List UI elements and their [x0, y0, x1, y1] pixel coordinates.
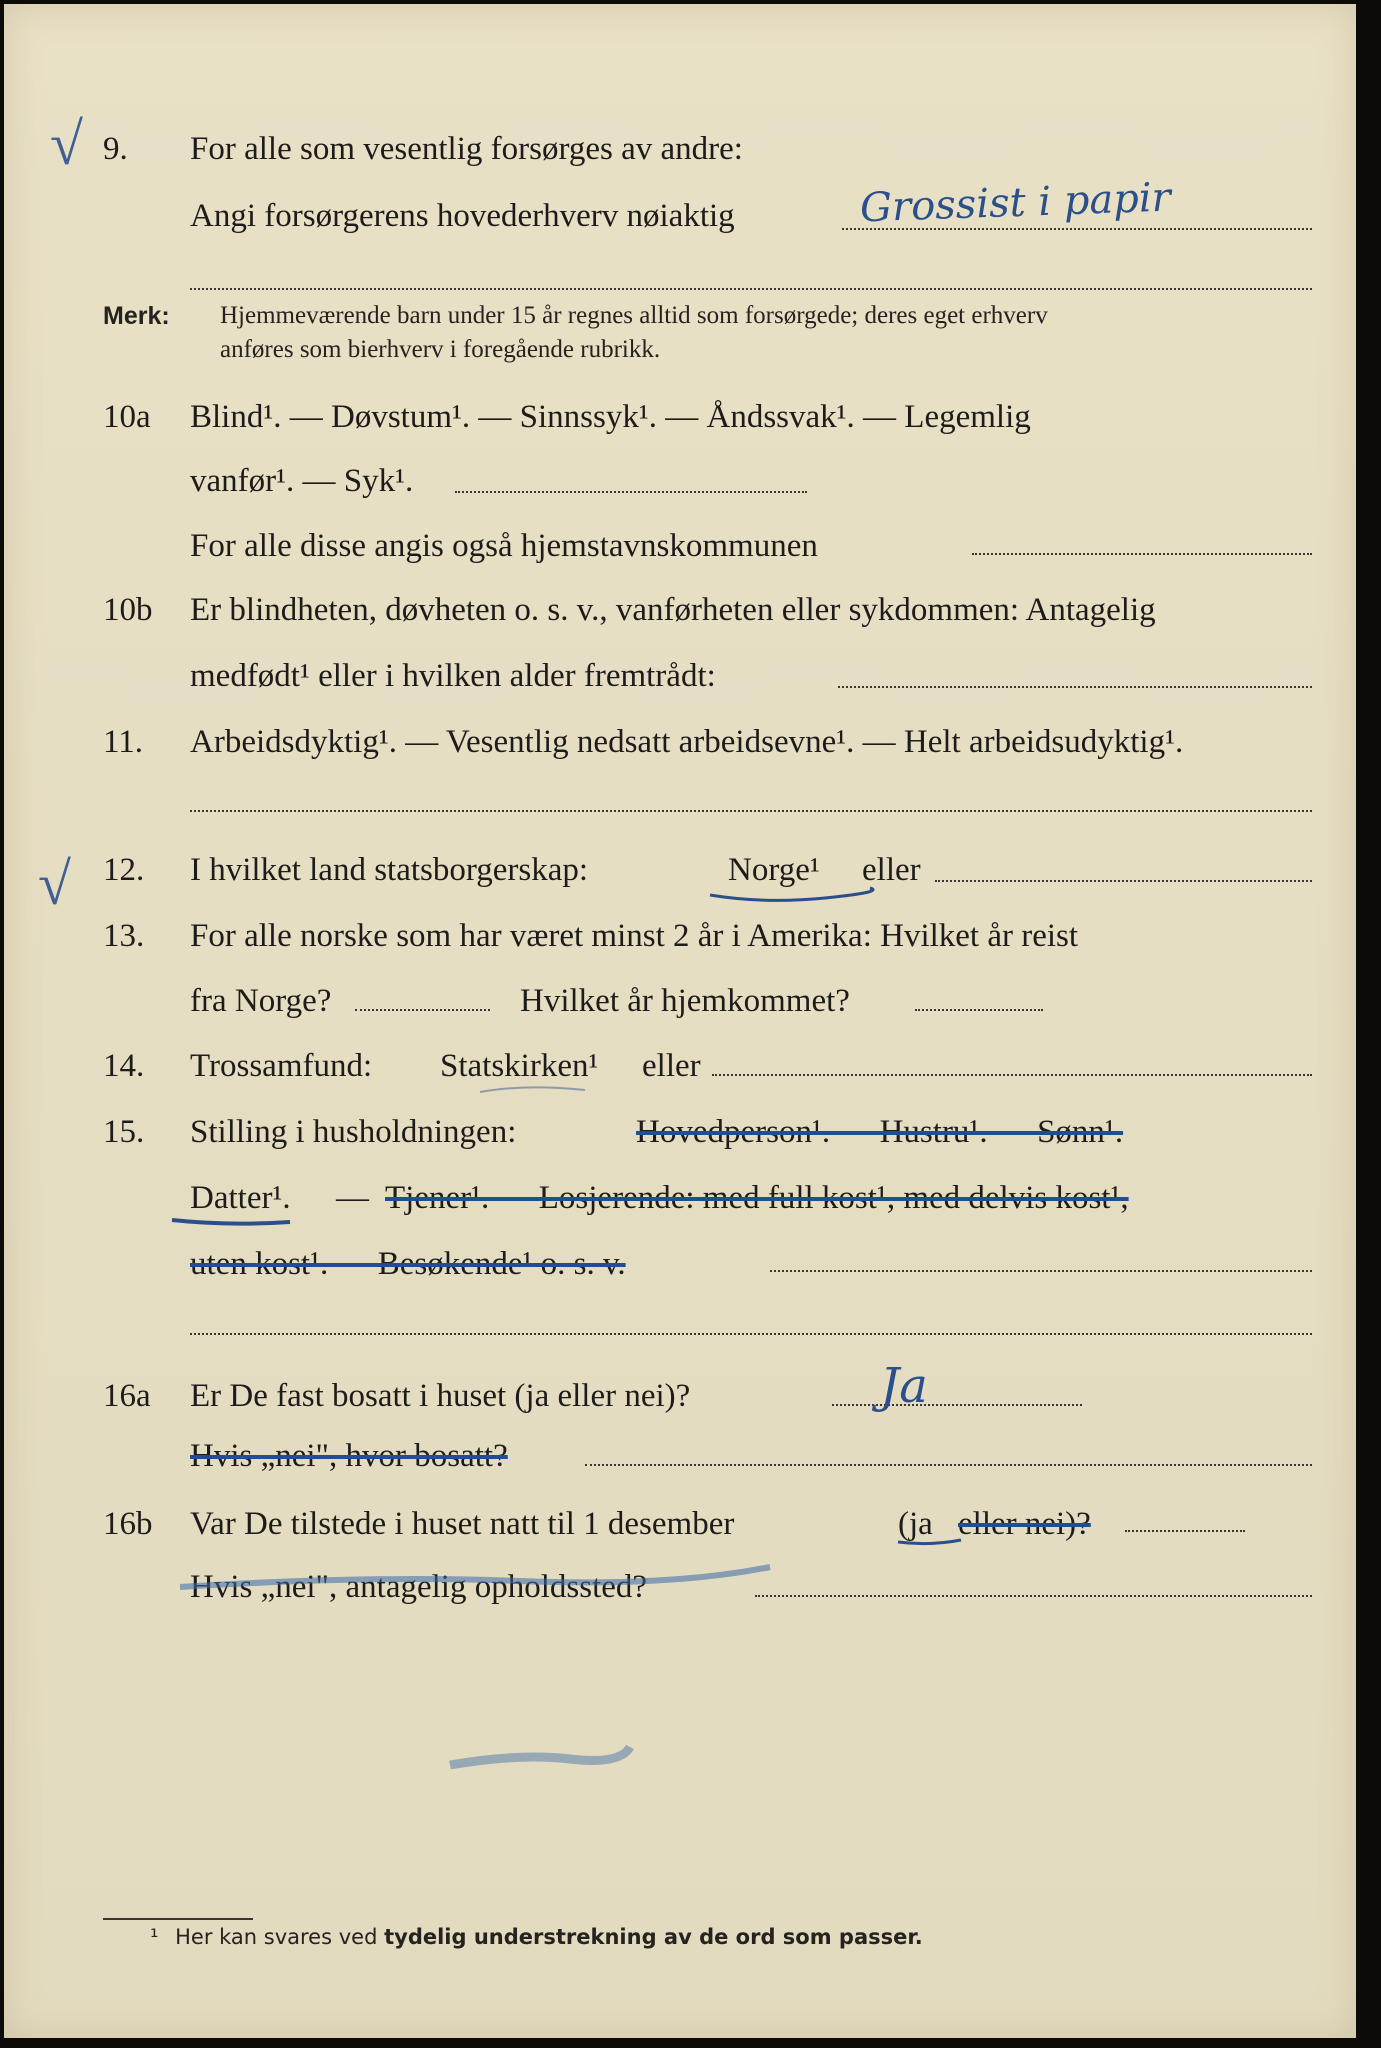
question-11	[0, 718, 1381, 766]
question-text: Angi forsørgerens hovederhverv nøiaktig	[190, 198, 735, 234]
struck-options: Hovedperson¹. — Hustru¹. — Sønn¹.	[636, 1114, 1124, 1150]
answer-line	[190, 1333, 1312, 1335]
question-9-line2	[0, 192, 1381, 240]
answer-line	[190, 810, 1312, 812]
question-text: vanfør¹. — Syk¹.	[190, 463, 414, 499]
question-text: fra Norge?	[190, 983, 332, 1019]
question-16a-line2	[0, 1432, 1381, 1480]
dash: —	[336, 1180, 369, 1216]
question-text: Var De tilstede i huset natt til 1 desember	[190, 1506, 735, 1542]
question-number: 10b	[103, 592, 153, 628]
answer-line	[1125, 1530, 1245, 1532]
question-text: For alle disse angis også hjemstavnskommunen	[190, 528, 818, 564]
question-16a	[0, 1372, 1381, 1420]
option-ja: (ja	[898, 1506, 933, 1542]
answer-line	[190, 288, 1312, 290]
option-datter: Datter¹.	[190, 1180, 291, 1216]
handwritten-answer-q9: Grossist i papir	[859, 174, 1172, 232]
answer-line	[355, 1009, 490, 1011]
question-text: Blind¹. — Døvstum¹. — Sinnssyk¹. — Åndssvak¹. — Legemlig	[190, 399, 1031, 435]
note-text-line2: anføres som bierhverv i foregående rubrikk.	[220, 336, 661, 363]
question-10b	[0, 586, 1381, 634]
check-mark-q9: √	[50, 111, 83, 177]
struck-options: Tjener¹. — Losjerende: med full kost¹, med delvis kost¹,	[385, 1180, 1129, 1216]
option-eller: eller	[862, 852, 921, 888]
question-16b	[0, 1500, 1381, 1548]
question-text: I hvilket land statsborgerskap:	[190, 852, 589, 888]
question-9	[0, 125, 1381, 173]
ink-smudge	[440, 1725, 640, 1785]
question-text: Er blindheten, døvheten o. s. v., vanførheten eller sykdommen: Antagelig	[190, 592, 1156, 628]
note-label: Merk:	[103, 302, 170, 330]
underline-ja	[895, 1534, 965, 1550]
option-norge: Norge¹	[728, 852, 820, 888]
question-text: Er De fast bosatt i huset (ja eller nei)?	[190, 1378, 691, 1414]
question-text: Trossamfund:	[190, 1048, 373, 1084]
struck-text: Hvis „nei", hvor bosatt?	[190, 1438, 508, 1474]
question-10a-line3	[0, 522, 1381, 570]
struck-options: uten kost¹. — Besøkende¹ o. s. v.	[190, 1246, 626, 1282]
question-13	[0, 912, 1381, 960]
question-number: 13.	[103, 918, 145, 954]
question-number: 9.	[103, 131, 128, 167]
note	[103, 302, 1048, 331]
question-10a	[0, 393, 1381, 441]
answer-line	[585, 1464, 1312, 1466]
answer-line	[755, 1595, 1312, 1597]
footnote-mark: ¹	[150, 1925, 159, 1949]
question-10a-line2	[0, 457, 1381, 505]
question-number: 14.	[103, 1048, 145, 1084]
answer-line	[770, 1270, 1312, 1272]
struck-text: eller nei)?	[958, 1506, 1091, 1542]
answer-line	[915, 1009, 1043, 1011]
question-text: For alle som vesentlig forsørges av andre:	[190, 131, 743, 167]
question-13-line2	[0, 977, 1381, 1025]
question-number: 11.	[103, 724, 144, 760]
underline-statskirken	[475, 1080, 595, 1100]
answer-line	[972, 553, 1312, 555]
footnote-text-bold: tydelig understrekning av de ord som passer.	[384, 1925, 923, 1949]
answer-line	[935, 880, 1312, 882]
handwritten-answer-q16a: Ja	[880, 1358, 928, 1414]
option-eller: eller	[642, 1048, 701, 1084]
question-text: For alle norske som har været minst 2 år i Amerika: Hvilket år reist	[190, 918, 1079, 954]
question-10b-line2	[0, 652, 1381, 700]
question-text: medfødt¹ eller i hvilken alder fremtrådt:	[190, 658, 716, 694]
footnote	[150, 1925, 923, 1949]
note-text: Hjemmeværende barn under 15 år regnes alltid som forsørgede; deres eget erhverv	[220, 302, 1048, 329]
question-text: Hvilket år hjemkommet?	[520, 983, 850, 1019]
question-number: 10a	[103, 399, 151, 435]
question-text: Stilling i husholdningen:	[190, 1114, 517, 1150]
underline-datter	[168, 1212, 298, 1232]
option-statskirken: Statskirken¹	[440, 1048, 599, 1084]
question-number: 15.	[103, 1114, 145, 1150]
answer-line	[838, 686, 1312, 688]
footnote-text: Her kan svares ved	[175, 1925, 378, 1949]
check-mark-q12: √	[38, 851, 71, 917]
question-14	[0, 1042, 1381, 1090]
answer-line	[455, 491, 807, 493]
answer-line	[712, 1074, 1312, 1076]
question-12	[0, 846, 1381, 894]
question-15	[0, 1108, 1381, 1156]
footnote-rule	[103, 1918, 253, 1920]
underline-norge	[705, 880, 875, 910]
question-number: 16a	[103, 1378, 151, 1414]
question-15-line3	[0, 1240, 1381, 1288]
question-number: 12.	[103, 852, 145, 888]
answer-line	[832, 1404, 1082, 1406]
question-text: Arbeidsdyktig¹. — Vesentlig nedsatt arbeidsevne¹. — Helt arbeidsudyktig¹.	[190, 724, 1184, 760]
ink-strike-16b	[170, 1555, 790, 1605]
question-number: 16b	[103, 1506, 153, 1542]
question-text: Hvis „nei", antagelig opholdssted?	[190, 1569, 648, 1605]
